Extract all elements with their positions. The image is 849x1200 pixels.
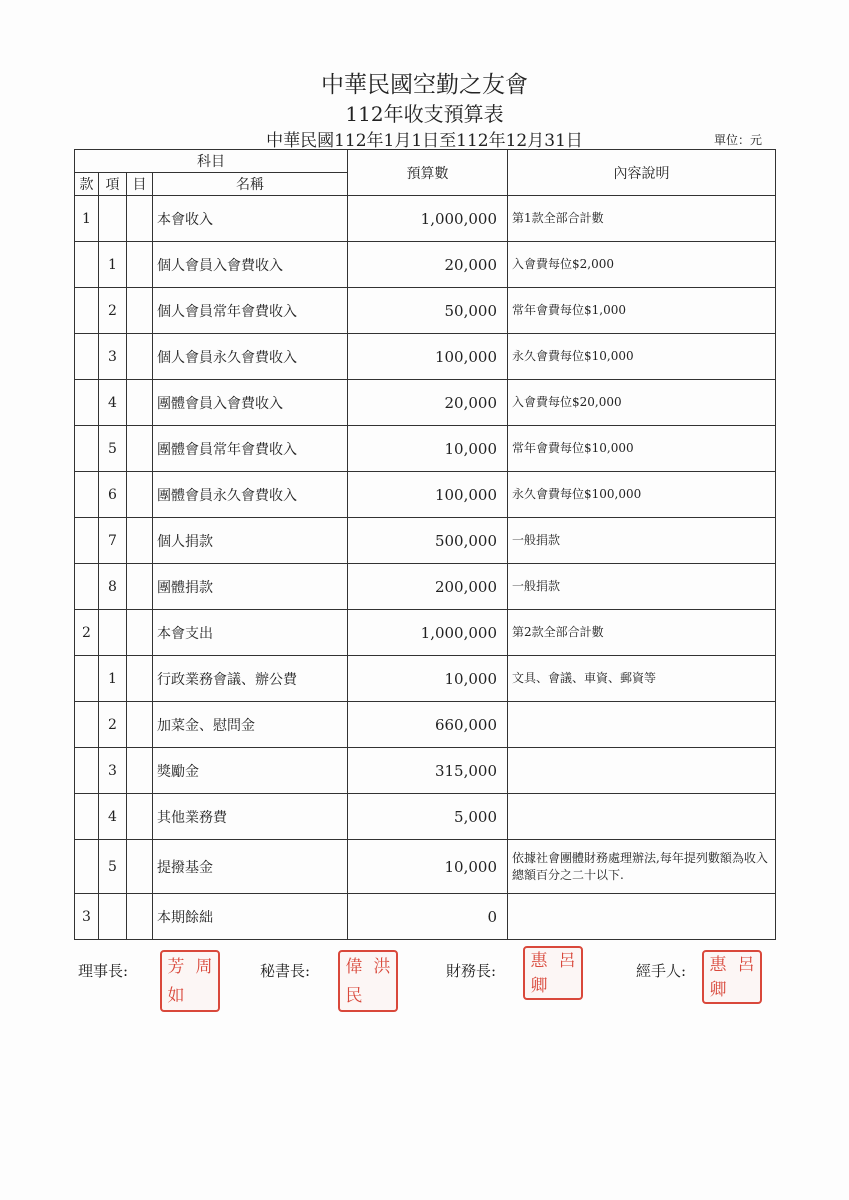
cell-mu [127,196,153,242]
seal-stamp: 偉 洪 民 [338,950,398,1012]
cell-name: 行政業務會議、辦公費 [153,656,348,702]
cell-name: 提撥基金 [153,840,348,894]
cell-xiang: 6 [99,472,127,518]
cell-desc: 永久會費每位$10,000 [508,334,776,380]
cell-mu [127,472,153,518]
cell-desc: 文具、會議、車資、郵資等 [508,656,776,702]
cell-name: 獎勵金 [153,748,348,794]
cell-desc: 常年會費每位$1,000 [508,288,776,334]
cell-budget: 200,000 [348,564,508,610]
cell-name: 本會支出 [153,610,348,656]
signature-label: 財務長: [446,962,497,980]
cell-kuan [75,380,99,426]
header-mu: 目 [127,173,153,196]
header-xiang: 項 [99,173,127,196]
table-row [75,610,776,656]
cell-kuan [75,564,99,610]
cell-budget: 315,000 [348,748,508,794]
cell-desc: 一般捐款 [508,518,776,564]
cell-mu [127,702,153,748]
cell-xiang: 3 [99,748,127,794]
cell-budget: 1,000,000 [348,610,508,656]
cell-budget: 100,000 [348,334,508,380]
cell-desc: 第1款全部合計數 [508,196,776,242]
cell-name: 團體會員永久會費收入 [153,472,348,518]
cell-budget: 660,000 [348,702,508,748]
cell-xiang: 3 [99,334,127,380]
cell-kuan [75,702,99,748]
cell-mu [127,518,153,564]
cell-mu [127,610,153,656]
seal-stamp: 芳 周 如 [160,950,220,1012]
cell-xiang: 5 [99,426,127,472]
table-row [75,242,776,288]
cell-kuan [75,748,99,794]
table-row [75,656,776,702]
table-row [75,794,776,840]
org-title: 中華民國空勤之友會 [321,72,528,98]
cell-xiang: 5 [99,840,127,894]
signature-label: 經手人: [636,962,687,980]
table-row [75,564,776,610]
cell-desc: 依據社會團體財務處理辦法,每年提列數額為收入總額百分之二十以下. [508,840,776,894]
cell-kuan [75,426,99,472]
cell-xiang: 1 [99,242,127,288]
cell-desc: 入會費每位$2,000 [508,242,776,288]
cell-desc [508,894,776,940]
cell-desc: 一般捐款 [508,564,776,610]
cell-kuan [75,794,99,840]
doc-subtitle: 112年收支預算表 [345,102,504,126]
cell-budget: 10,000 [348,840,508,894]
signature-label: 秘書長: [260,962,311,980]
cell-xiang: 4 [99,380,127,426]
cell-desc: 入會費每位$20,000 [508,380,776,426]
cell-desc: 第2款全部合計數 [508,610,776,656]
table-row [75,702,776,748]
cell-xiang: 7 [99,518,127,564]
cell-kuan [75,472,99,518]
cell-desc [508,794,776,840]
table-row [75,518,776,564]
cell-mu [127,380,153,426]
cell-budget: 20,000 [348,380,508,426]
cell-name: 團體會員常年會費收入 [153,426,348,472]
cell-desc [508,702,776,748]
cell-xiang: 2 [99,288,127,334]
cell-name: 個人會員入會費收入 [153,242,348,288]
cell-name: 個人捐款 [153,518,348,564]
unit-label: 單位：元 [714,133,763,147]
cell-kuan [75,518,99,564]
cell-xiang [99,610,127,656]
cell-kuan: 1 [75,196,99,242]
cell-xiang: 2 [99,702,127,748]
cell-name: 本期餘絀 [153,894,348,940]
cell-budget: 0 [348,894,508,940]
header-desc: 內容說明 [508,150,776,196]
cell-budget: 1,000,000 [348,196,508,242]
cell-kuan: 3 [75,894,99,940]
cell-budget: 100,000 [348,472,508,518]
table-row [75,196,776,242]
cell-xiang: 8 [99,564,127,610]
header-budget: 預算數 [348,150,508,196]
cell-mu [127,426,153,472]
table-row [75,894,776,940]
cell-xiang [99,196,127,242]
cell-kuan [75,840,99,894]
cell-name: 個人會員永久會費收入 [153,334,348,380]
cell-mu [127,840,153,894]
cell-budget: 10,000 [348,656,508,702]
cell-kuan [75,288,99,334]
cell-mu [127,334,153,380]
cell-xiang: 4 [99,794,127,840]
cell-desc: 永久會費每位$100,000 [508,472,776,518]
cell-mu [127,656,153,702]
cell-mu [127,748,153,794]
cell-budget: 500,000 [348,518,508,564]
table-row [75,426,776,472]
cell-name: 個人會員常年會費收入 [153,288,348,334]
cell-kuan [75,334,99,380]
cell-budget: 20,000 [348,242,508,288]
cell-budget: 10,000 [348,426,508,472]
table-row [75,748,776,794]
cell-mu [127,894,153,940]
table-row [75,472,776,518]
header-kuan: 款 [75,173,99,196]
cell-desc [508,748,776,794]
cell-kuan [75,656,99,702]
cell-budget: 50,000 [348,288,508,334]
header-name: 名稱 [153,173,348,196]
header-subject: 科目 [75,150,348,173]
cell-mu [127,564,153,610]
cell-name: 團體捐款 [153,564,348,610]
cell-xiang [99,894,127,940]
signature-label: 理事長: [78,962,129,980]
table-row [75,334,776,380]
cell-kuan: 2 [75,610,99,656]
cell-name: 其他業務費 [153,794,348,840]
cell-mu [127,242,153,288]
cell-mu [127,794,153,840]
cell-mu [127,288,153,334]
period: 中華民國112年1月1日至112年12月31日 [266,131,583,151]
cell-name: 團體會員入會費收入 [153,380,348,426]
cell-kuan [75,242,99,288]
table-row [75,288,776,334]
cell-xiang: 1 [99,656,127,702]
cell-name: 本會收入 [153,196,348,242]
cell-name: 加菜金、慰問金 [153,702,348,748]
table-row [75,840,776,894]
table-row [75,380,776,426]
cell-desc: 常年會費每位$10,000 [508,426,776,472]
budget-table [74,149,776,940]
cell-budget: 5,000 [348,794,508,840]
seal-stamp: 惠 呂 卿 [702,950,762,1004]
seal-stamp: 惠 呂 卿 [523,946,583,1000]
